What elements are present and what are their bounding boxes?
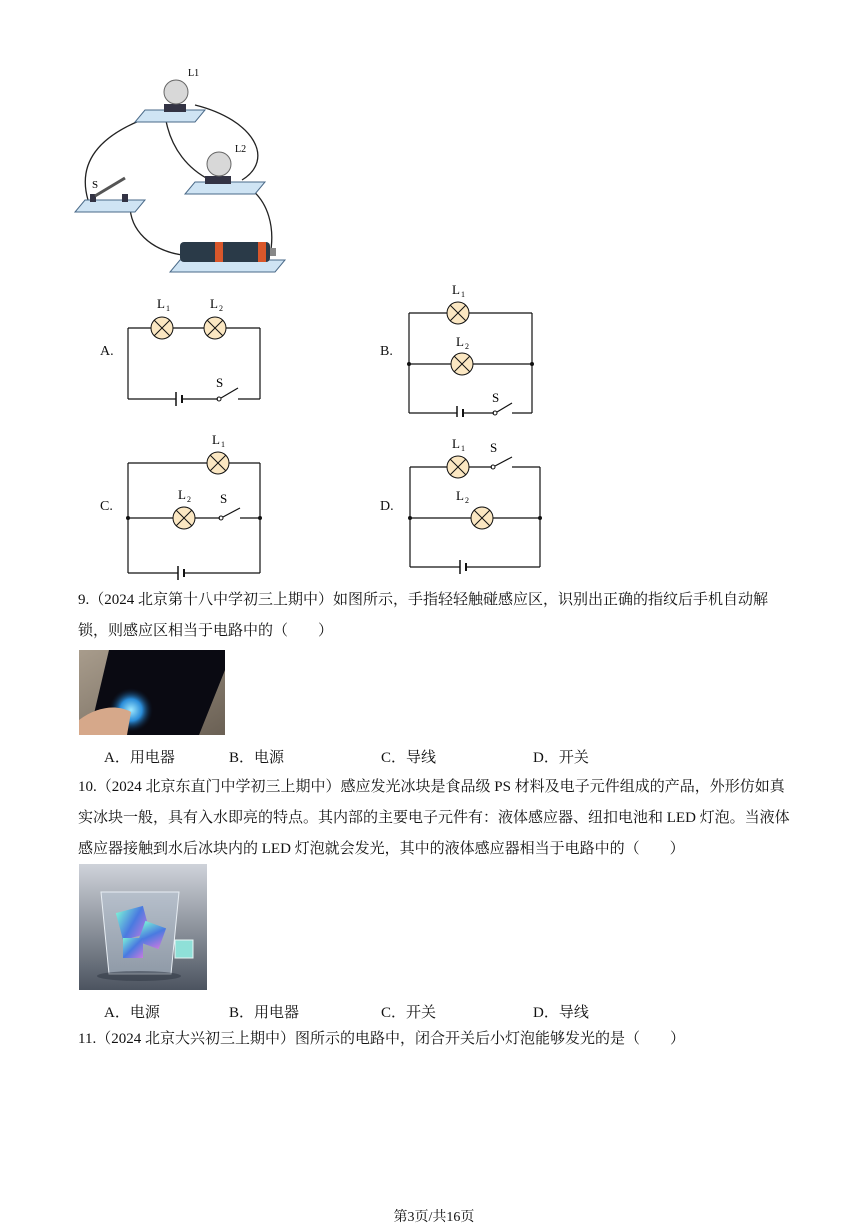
l1-label: L [157, 296, 165, 311]
l1-label: L [452, 436, 460, 451]
option-c-circuit[interactable] [100, 432, 270, 580]
q9-option-c[interactable]: C．导线 [381, 750, 437, 766]
q10-option-c[interactable]: C．开关 [381, 1005, 437, 1021]
switch-label: S [492, 390, 500, 405]
l1-label: L [452, 282, 460, 297]
l1-label: L [212, 432, 220, 447]
q10-option-b[interactable]: B．用电器 [229, 1005, 300, 1021]
svg-text:1: 1 [461, 290, 465, 299]
option-letter: D. [380, 499, 394, 514]
l2-label: L2 [235, 144, 247, 155]
svg-text:1: 1 [221, 440, 225, 449]
switch-label: S [220, 491, 228, 506]
q10-option-a[interactable]: A．电源 [104, 1005, 160, 1021]
l2-label: L [456, 334, 464, 349]
question-9-text: 9.（2024 北京第十八中学初三上期中）如图所示，手指轻轻触碰感应区，识别出正确的指纹后手机自动解锁，则感应区相当于电路中的（ ） [78, 592, 769, 639]
s-label: S [92, 179, 99, 191]
svg-text:2: 2 [187, 495, 191, 504]
q10-option-d[interactable]: D．导线 [533, 1005, 589, 1021]
q9-option-b[interactable]: B．电源 [229, 750, 285, 766]
option-letter: C. [100, 499, 113, 514]
option-b-circuit[interactable] [380, 282, 550, 417]
q9-option-d[interactable]: D．开关 [533, 750, 589, 766]
l2-label: L [210, 296, 218, 311]
option-letter: B. [380, 344, 393, 359]
l1-label: L1 [188, 68, 200, 79]
l2-label: L [456, 488, 464, 503]
svg-text:2: 2 [465, 342, 469, 351]
fingerprint-phone-photo [79, 650, 225, 735]
option-letter: A. [100, 344, 114, 359]
physical-circuit-figure [70, 60, 300, 280]
option-d-circuit[interactable] [380, 432, 550, 580]
switch-label: S [490, 440, 498, 455]
question-11-text: 11.（2024 北京大兴初三上期中）图所示的电路中，闭合开关后小灯泡能够发光的是（ ） [78, 1031, 685, 1047]
l2-label: L [178, 487, 186, 502]
question-10-text: 10.（2024 北京东直门中学初三上期中）感应发光冰块是食品级 PS 材料及电子元件组成的产品，外形仿如真实冰块一般，具有入水即亮的特点。其内部的主要电子元件有：液体感应器、纽扣电池和 LED 灯泡。当液体感应器接触到水后冰块内的 LED 灯泡就会发光，其中的液体感应器相当于电路中的（ ） [78, 779, 790, 857]
q9-option-a[interactable]: A．用电器 [104, 750, 175, 766]
svg-text:2: 2 [219, 304, 223, 313]
glowing-ice-cube-photo [79, 864, 207, 990]
svg-text:1: 1 [461, 444, 465, 453]
svg-text:1: 1 [166, 304, 170, 313]
page-number: 第3页/共16页 [393, 1210, 475, 1225]
svg-text:2: 2 [465, 496, 469, 505]
option-a-circuit[interactable] [100, 292, 270, 407]
switch-label: S [216, 375, 224, 390]
